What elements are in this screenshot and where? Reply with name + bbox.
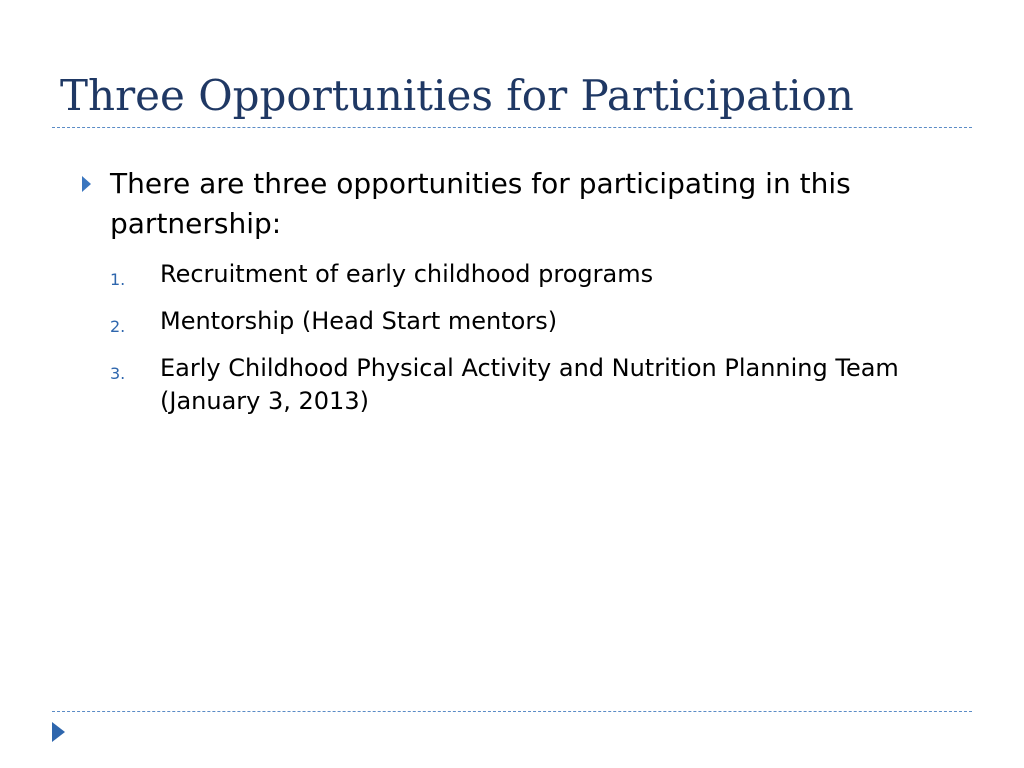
triangle-bullet-icon bbox=[82, 176, 91, 192]
list-item-text: Mentorship (Head Start mentors) bbox=[160, 307, 558, 335]
list-item-number: 1. bbox=[110, 270, 126, 289]
list-item-number: 2. bbox=[110, 317, 126, 336]
triangle-footer-icon bbox=[52, 722, 65, 742]
list-item-text: Recruitment of early childhood programs bbox=[160, 260, 654, 288]
slide-title: Three Opportunities for Participation bbox=[60, 71, 854, 120]
footer-divider bbox=[52, 711, 972, 712]
list-item-text: Early Childhood Physical Activity and Nutrition Planning Team (January 3, 2013) bbox=[160, 354, 899, 415]
title-divider bbox=[52, 127, 972, 128]
main-bullet-text: There are three opportunities for participating in this partnership: bbox=[110, 167, 851, 240]
numbered-list bbox=[110, 258, 990, 432]
list-item-number: 3. bbox=[110, 364, 126, 383]
list-item bbox=[110, 352, 990, 418]
list-item bbox=[110, 258, 990, 291]
list-item bbox=[110, 305, 990, 338]
